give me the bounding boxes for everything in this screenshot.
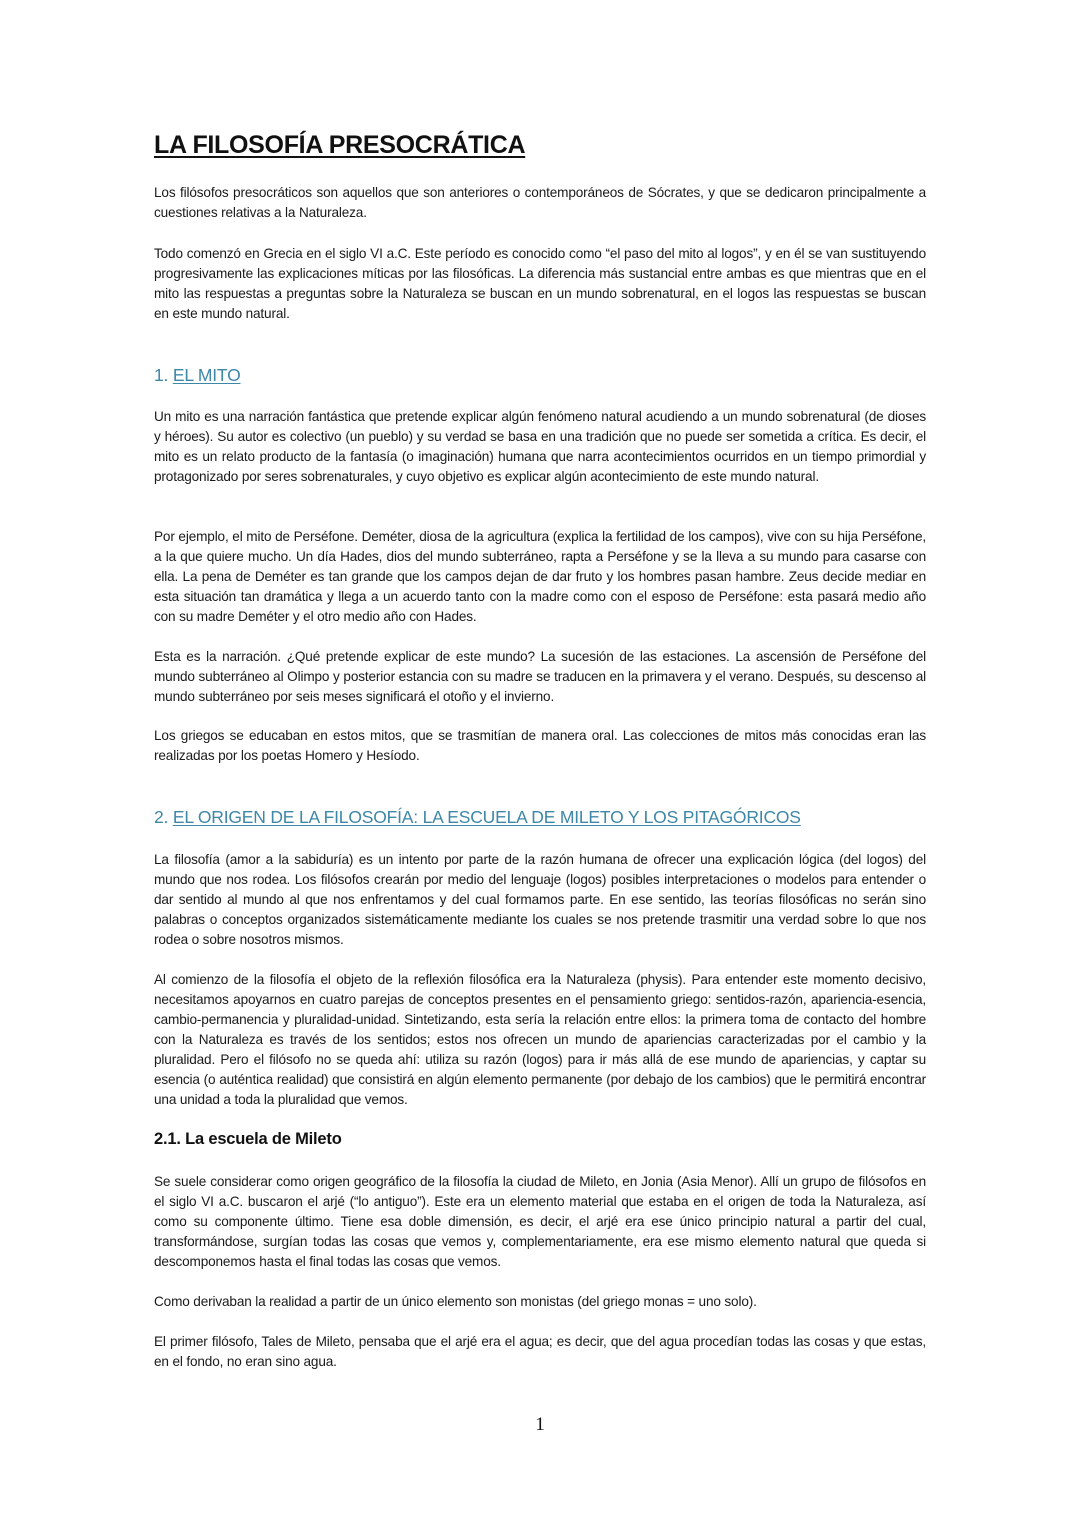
intro-paragraph-2: Todo comenzó en Grecia en el siglo VI a.C. Este período es conocido como “el paso del mito al logos”, y en él se van sustituyendo progresivamente las explicaciones míticas por las filosóficas. La diferencia más sustancial entre ambas es que mientras que en el mito las respuestas a preguntas sobre la Naturaleza se buscan en un mundo sobrenatural, en el logos las respuestas se buscan en este mundo natural. bbox=[154, 246, 926, 321]
document-title: LA FILOSOFÍA PRESOCRÁTICA bbox=[154, 131, 526, 159]
mileto-paragraph-3: El primer filósofo, Tales de Mileto, pensaba que el arjé era el agua; es decir, que del agua procedían todas las cosas y que estas, en el fondo, no eran sino agua. bbox=[154, 1334, 926, 1369]
origen-paragraph-2: Al comienzo de la filosofía el objeto de la reflexión filosófica era la Naturaleza (physis). Para entender este momento decisivo, necesitamos apoyarnos en cuatro parejas de conceptos presentes en el pensamiento griego: sentidos-razón, apariencia-esencia, cambio-permanencia y pluralidad-unidad. Sintetizando, esta sería la relación entre ellos: la primera toma de contacto del hombre con la Naturaleza es través de los sentidos; estos nos ofrecen un mundo de apariencias caracterizadas por el cambio y la pluralidad. Pero el filósofo no se queda ahí: utiliza su razón (logos) para ir más allá de ese mundo de apariencias, y captar su esencia (o auténtica realidad) que consistirá en algún elemento permanente (por debajo de los cambios) que le permitirá encontrar una unidad a toda la pluralidad que vemos. bbox=[154, 972, 926, 1107]
section-title: EL ORIGEN DE LA FILOSOFÍA: LA ESCUELA DE MILETO Y LOS PITAGÓRICOS bbox=[172, 807, 801, 827]
mileto-paragraph-2: Como derivaban la realidad a partir de un único elemento son monistas (del griego monas = uno solo). bbox=[154, 1294, 757, 1309]
mito-paragraph-1: Un mito es una narración fantástica que pretende explicar algún fenómeno natural acudiendo a un mundo sobrenatural (de dioses y héroes). Su autor es colectivo (un pueblo) y su verdad se basa en una tradición que no puede ser sometida a crítica. Es decir, el mito es un relato producto de la fantasía (o imaginación) humana que narra acontecimientos ocurridos en un tiempo primordial y protagonizado por seres sobrenaturales, y cuyo objetivo es explicar algún acontecimiento de este mundo natural. bbox=[154, 409, 926, 484]
mito-paragraph-3: Esta es la narración. ¿Qué pretende explicar de este mundo? La sucesión de las estaciones. La ascensión de Perséfone del mundo subterráneo al Olimpo y posterior estancia con su madre se traducen en la primavera y el verano. Después, su descenso al mundo subterráneo por seis meses significará el otoño y el invierno. bbox=[154, 649, 926, 704]
section-heading-el-mito bbox=[154, 365, 241, 386]
intro-paragraph-1: Los filósofos presocráticos son aquellos que son anteriores o contemporáneos de Sócrates, y que se dedicaron principalmente a cuestiones relativas a la Naturaleza. bbox=[154, 185, 926, 220]
page-number: 1 bbox=[535, 1414, 545, 1435]
section-number: 2. bbox=[154, 807, 173, 827]
subsection-heading-escuela-mileto: 2.1. La escuela de Mileto bbox=[154, 1130, 342, 1148]
mito-paragraph-2: Por ejemplo, el mito de Perséfone. Deméter, diosa de la agricultura (explica la fertilidad de los campos), vive con su hija Perséfone, a la que quiere mucho. Un día Hades, dios del mundo subterráneo, rapta a Perséfone y se la lleva a su mundo para casarse con ella. La pena de Deméter es tan grande que los campos dejan de dar fruto y los hombres pasan hambre. Zeus decide mediar en esta situación tan dramática y llega a un acuerdo tanto con la madre como con el esposo de Perséfone: esta pasará medio año con su madre Deméter y el otro medio año con Hades. bbox=[154, 529, 926, 624]
section-number: 1. bbox=[154, 365, 173, 385]
section-title: EL MITO bbox=[172, 365, 241, 385]
mito-paragraph-4: Los griegos se educaban en estos mitos, que se trasmitían de manera oral. Las colecciones de mitos más conocidas eran las realizadas por los poetas Homero y Hesíodo. bbox=[154, 728, 926, 763]
mileto-paragraph-1: Se suele considerar como origen geográfico de la filosofía la ciudad de Mileto, en Jonia (Asia Menor). Allí un grupo de filósofos en el siglo VI a.C. buscaron el arjé (“lo antiguo”). Este era un elemento material que estaba en el origen de toda la Naturaleza, así como su componente último. Tiene esa doble dimensión, es decir, el arjé era ese único principio natural a partir del cual, transformándose, surgían todas las cosas que vemos y, complementariamente, era ese mismo elemento natural que queda si descomponemos hasta el final todas las cosas que vemos. bbox=[154, 1174, 926, 1269]
section-heading-origen-filosofia bbox=[154, 807, 801, 828]
origen-paragraph-1: La filosofía (amor a la sabiduría) es un intento por parte de la razón humana de ofrecer una explicación lógica (del logos) del mundo que nos rodea. Los filósofos crearán por medio del lenguaje (logos) posibles interpretaciones o modelos para entender o dar sentido al mundo al que nos enfrentamos y del cual formamos parte. En ese sentido, las teorías filosóficas no serán sino palabras o conceptos organizados sistemáticamente mediante los cuales se nos pretende trasmitir una verdad sobre lo que nos rodea o sobre nosotros mismos. bbox=[154, 852, 926, 947]
